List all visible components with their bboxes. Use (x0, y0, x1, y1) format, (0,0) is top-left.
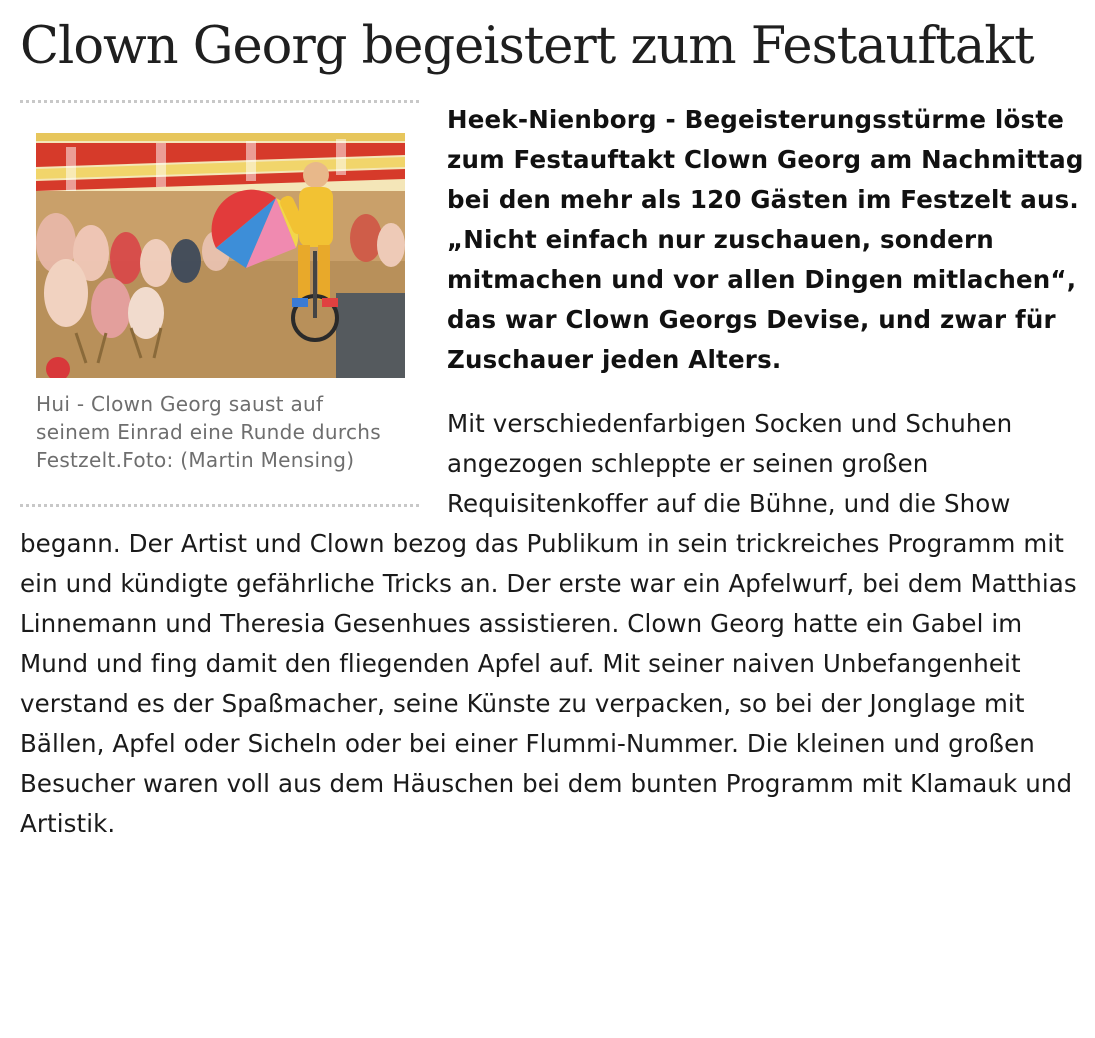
photo-caption: Hui - Clown Georg saust auf seinem Einrad eine Runde durchs Festzelt.Foto: (Martin Mensing) (36, 392, 381, 472)
article-body: Mit verschiedenfarbigen Socken und Schuhen angezogen schleppte er seinen großen Requisitenkoffer auf die Bühne, und die Show begann. Der Artist und Clown bezog das Publikum in sein trickreiches Programm mit ein und kündigte gefährliche Tricks an. Der erste war ein Apfelwurf, bei dem Matthias Linnemann und Theresia Gesenhues assistieren. Clown Georg hatte ein Gabel im Mund und fing damit den fliegenden Apfel auf. Mit seiner naiven Unbefangenheit verstand es der Spaßmacher, seine Künste zu verpacken, so bei der Jonglage mit Bällen, Apfel oder Sicheln oder bei einer Flummi-Nummer. Die kleinen und großen Besucher waren voll aus dem Häuschen bei dem bunten Programm mit Klamauk und Artistik. (20, 409, 1077, 838)
article-headline: Clown Georg begeistert zum Festauftakt (20, 17, 1034, 76)
article (20, 14, 1088, 844)
article-lead: Heek-Nienborg - Begeisterungsstürme löste zum Festauftakt Clown Georg am Nachmittag bei den mehr als 120 Gästen im Festzelt aus. „Nicht einfach nur zuschauen, sondern mitmachen und vor allen Dingen mitlachen“, das war Clown Georgs Devise, und zwar für Zuschauer jeden Alters. (447, 105, 1084, 374)
article-photo (36, 133, 405, 378)
article-figure (20, 100, 419, 507)
